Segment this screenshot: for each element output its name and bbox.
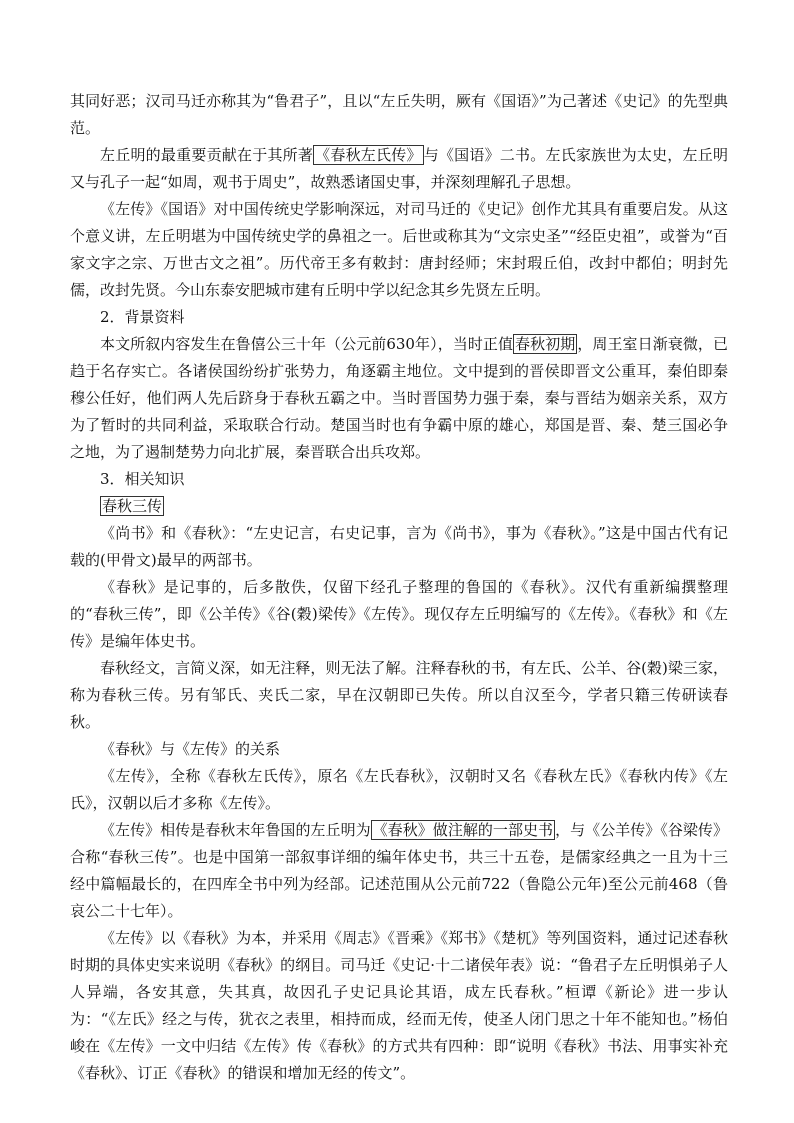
paragraph-zuozhuan-origin xyxy=(70,817,728,925)
subheading-relationship: 《春秋》与《左传》的关系 xyxy=(100,740,281,758)
paragraph-text: 本文所叙内容发生在鲁僖公三十年（公元前630年），当时正值 xyxy=(100,335,514,353)
section-heading-background: 2．背景资料 xyxy=(100,308,185,326)
paragraph-influence: 《左传》《国语》对中国传统史学影响深远，对司马迁的《史记》创作尤其具有重要启发。从这个意义讲，左丘明堪为中国传统史学的鼻祖之一。后世或称其为“文宗史圣”“经臣史祖”，或誉为“百家文字之宗、万世古文之祖”。历代帝王多有敕封：唐封经师；宋封瑕丘伯，改封中都伯；明封先儒，改封先贤。今山东泰安肥城市建有丘明中学以纪念其乡先贤左丘明。 xyxy=(70,200,728,299)
paragraph-background xyxy=(70,331,728,466)
boxed-title-chunqiu-zuoshizhuan: 《春秋左氏传》 xyxy=(315,146,422,164)
subheading-three-commentaries xyxy=(70,493,728,520)
paragraph-chunqiu-commentaries: 春秋经文，言简义深，如无注释，则无法了解。注释春秋的书，有左氏、公羊、谷(穀)梁三家，称为春秋三传。另有邹氏、夹氏二家，早在汉朝即已失传。所以自汉至今，学者只籍三传研读春秋。 xyxy=(70,659,728,731)
document-body xyxy=(70,88,728,1087)
paragraph-zuozhuan-method: 《左传》以《春秋》为本，并采用《周志》《晋乘》《郑书》《楚杌》等列国资料，通过记述春秋时期的具体史实来说明《春秋》的纲目。司马迁《史记·十二诸侯年表》说：“鲁君子左丘明惧弟子人人异端，各安其意，失其真，故因孔子史记具论其语，成左氏春秋。”桓谭《新论》进一步认为：“《左氏》经之与传，犹衣之表里，相持而成，经而无传，使圣人闭门思之十年不能知也。”杨伯峻在《左传》一文中归结《左传》传《春秋》的方式共有四种：即“说明《春秋》书法、用事实补充《春秋》、订正《春秋》的错误和增加无经的传文”。 xyxy=(70,929,728,1082)
paragraph-continuation: 其同好恶；汉司马迁亦称其为“鲁君子”，且以“左丘失明，厥有《国语》”为己著述《史记》的先型典范。 xyxy=(70,92,728,137)
boxed-phrase-annotation: 《春秋》做注解的一部史书 xyxy=(372,821,554,839)
paragraph-text: ，周王室日渐衰微，已趋于名存实亡。各诸侯国纷纷扩张势力，角逐霸主地位。文中提到的晋侯即晋文公重耳，秦伯即秦穆公任好，他们两人先后跻身于春秋五霸之中。当时晋国势力强于秦，秦与晋结为姻亲关系，双方为了暂时的共同利益，采取联合行动。楚国当时也有争霸中原的雄心，郑国是晋、秦、楚三国必争之地，为了遏制楚势力向北扩展，秦晋联合出兵攻郑。 xyxy=(70,335,728,461)
section-heading-related-knowledge: 3．相关知识 xyxy=(100,470,185,488)
boxed-subheading: 春秋三传 xyxy=(102,497,163,515)
boxed-term-early-spring-autumn: 春秋初期 xyxy=(515,335,576,353)
paragraph-text: ，与《公羊传》《谷梁传》合称“春秋三传”。也是中国第一部叙事详细的编年体史书，共三十五卷，是儒家经典之一且为十三经中篇幅最长的，在四库全书中列为经部。记述范围从公元前722（鲁隐公元年)至公元前468（鲁哀公二十七年）。 xyxy=(70,821,728,920)
paragraph-contribution xyxy=(70,142,728,196)
paragraph-zuozhuan-names: 《左传》，全称《春秋左氏传》，原名《左氏春秋》，汉朝时又名《春秋左氏》《春秋内传》《左氏》，汉朝以后才多称《左传》。 xyxy=(70,767,728,812)
paragraph-chunqiu-record: 《春秋》是记事的，后多散佚，仅留下经孔子整理的鲁国的《春秋》。汉代有重新编撰整理的“春秋三传”，即《公羊传》《谷(穀)梁传》《左传》。现仅存左丘明编写的《左传》。《春秋》和《左传》是编年体史书。 xyxy=(70,578,728,650)
paragraph-text: 左丘明的最重要贡献在于其所著 xyxy=(100,146,314,164)
paragraph-text: 《左传》相传是春秋末年鲁国的左丘明为 xyxy=(100,821,371,839)
paragraph-text: 与《国语》二书。左氏家族世为太史，左丘明又与孔子一起“如周，观书于周史”，故熟悉诸国史事，并深刻理解孔子思想。 xyxy=(70,146,728,191)
paragraph-shangshu: 《尚书》和《春秋》：“左史记言，右史记事，言为《尚书》，事为《春秋》。”这是中国古代有记载的(甲骨文)最早的两部书。 xyxy=(70,524,728,569)
